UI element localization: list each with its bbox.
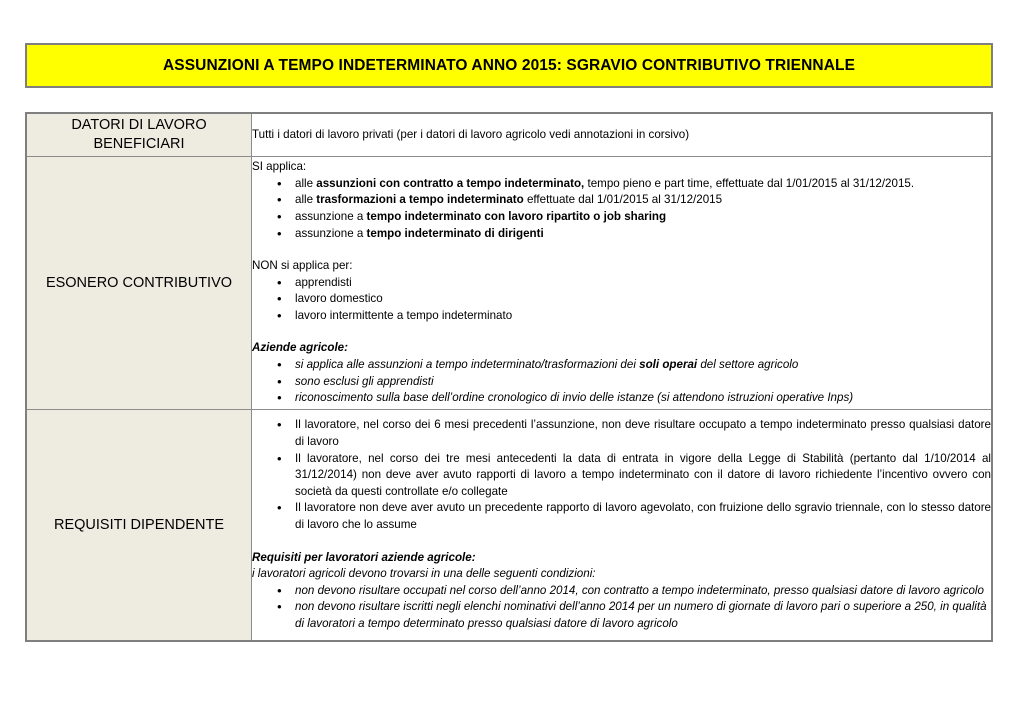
datori-text: Tutti i datori di lavoro privati (per i datori di lavoro agricolo vedi annotazioni in corsivo) [252, 127, 690, 141]
non-applica-heading: NON si applica per: [252, 259, 353, 273]
list-item: • apprendisti [252, 275, 991, 292]
si-applica-list [252, 176, 991, 242]
row-content-datori [252, 113, 993, 157]
list-item: • assunzione a tempo indeterminato con lavoro ripartito o job sharing [252, 209, 991, 226]
list-item: • non devono risultare iscritti negli elenchi nominativi dell’anno 2014 per un numero di giornate di lavoro pari o superiore a 250, in qualità di lavoratori a tempo determinato presso qualsiasi datore di lavoro agricolo [252, 599, 991, 632]
row-content-esonero [252, 157, 993, 410]
list-item: • Il lavoratore, nel corso dei 6 mesi precedenti l’assunzione, non deve risultare occupato a tempo indeterminato presso qualsiasi datore di lavoro [252, 417, 991, 450]
requisiti-agricole-heading: Requisiti per lavoratori aziende agricole: [252, 550, 476, 564]
list-item: • Il lavoratore non deve aver avuto un precedente rapporto di lavoro agevolato, con fruizione dello sgravio triennale, con lo stesso datore di lavoro che lo assume [252, 500, 991, 533]
row-content-requisiti [252, 410, 993, 642]
row-label-requisiti [26, 410, 252, 642]
list-item: • sono esclusi gli apprendisti [252, 374, 991, 391]
list-item: • non devono risultare occupati nel corso dell’anno 2014, con contratto a tempo indeterminato, presso qualsiasi datore di lavoro agricolo [252, 583, 991, 600]
table-row-esonero [26, 157, 992, 410]
document-title-banner [25, 43, 993, 88]
list-item: • si applica alle assunzioni a tempo indeterminato/trasformazioni dei soli operai del settore agricolo [252, 357, 991, 374]
requisiti-list [252, 417, 991, 533]
table-row-requisiti [26, 410, 992, 642]
agricole-list [252, 357, 991, 407]
list-item: • lavoro intermittente a tempo indeterminato [252, 308, 991, 325]
requisiti-agricole-intro: i lavoratori agricoli devono trovarsi in una delle seguenti condizioni: [252, 567, 596, 581]
table-row-datori [26, 113, 992, 157]
incentive-table [25, 112, 993, 642]
list-item: • alle trasformazioni a tempo indeterminato effettuate dal 1/01/2015 al 31/12/2015 [252, 192, 991, 209]
label-text: REQUISITI DIPENDENTE [54, 516, 224, 533]
label-text: ESONERO CONTRIBUTIVO [45, 274, 233, 291]
label-line: DATORI DI LAVORO [71, 117, 207, 133]
row-label-esonero [26, 157, 252, 410]
si-applica-heading: SI applica: [252, 160, 307, 174]
non-applica-list [252, 275, 991, 325]
agricole-heading: Aziende agricole: [252, 341, 348, 355]
requisiti-agricole-list [252, 583, 991, 633]
list-item: • lavoro domestico [252, 291, 991, 308]
list-item: • assunzione a tempo indeterminato di dirigenti [252, 226, 991, 243]
row-label-datori [26, 113, 252, 157]
list-item: • alle assunzioni con contratto a tempo indeterminato, tempo pieno e part time, effettuate dal 1/01/2015 al 31/12/2015. [252, 176, 991, 193]
document-title: ASSUNZIONI A TEMPO INDETERMINATO ANNO 2015: SGRAVIO CONTRIBUTIVO TRIENNALE [162, 56, 856, 74]
list-item: • riconoscimento sulla base dell’ordine cronologico di invio delle istanze (si attendono istruzioni operative Inps) [252, 390, 991, 407]
label-line: BENEFICIARI [93, 136, 185, 152]
list-item: • Il lavoratore, nel corso dei tre mesi antecedenti la data di entrata in vigore della Legge di Stabilità (pertanto dal 1/10/2014 al 31/12/2014) non deve aver avuto rapporti di lavoro a tempo indeterminato con il datore di lavoro richiedente l’incentivo ovvero con società da questi controllate e/o collegate [252, 451, 991, 501]
